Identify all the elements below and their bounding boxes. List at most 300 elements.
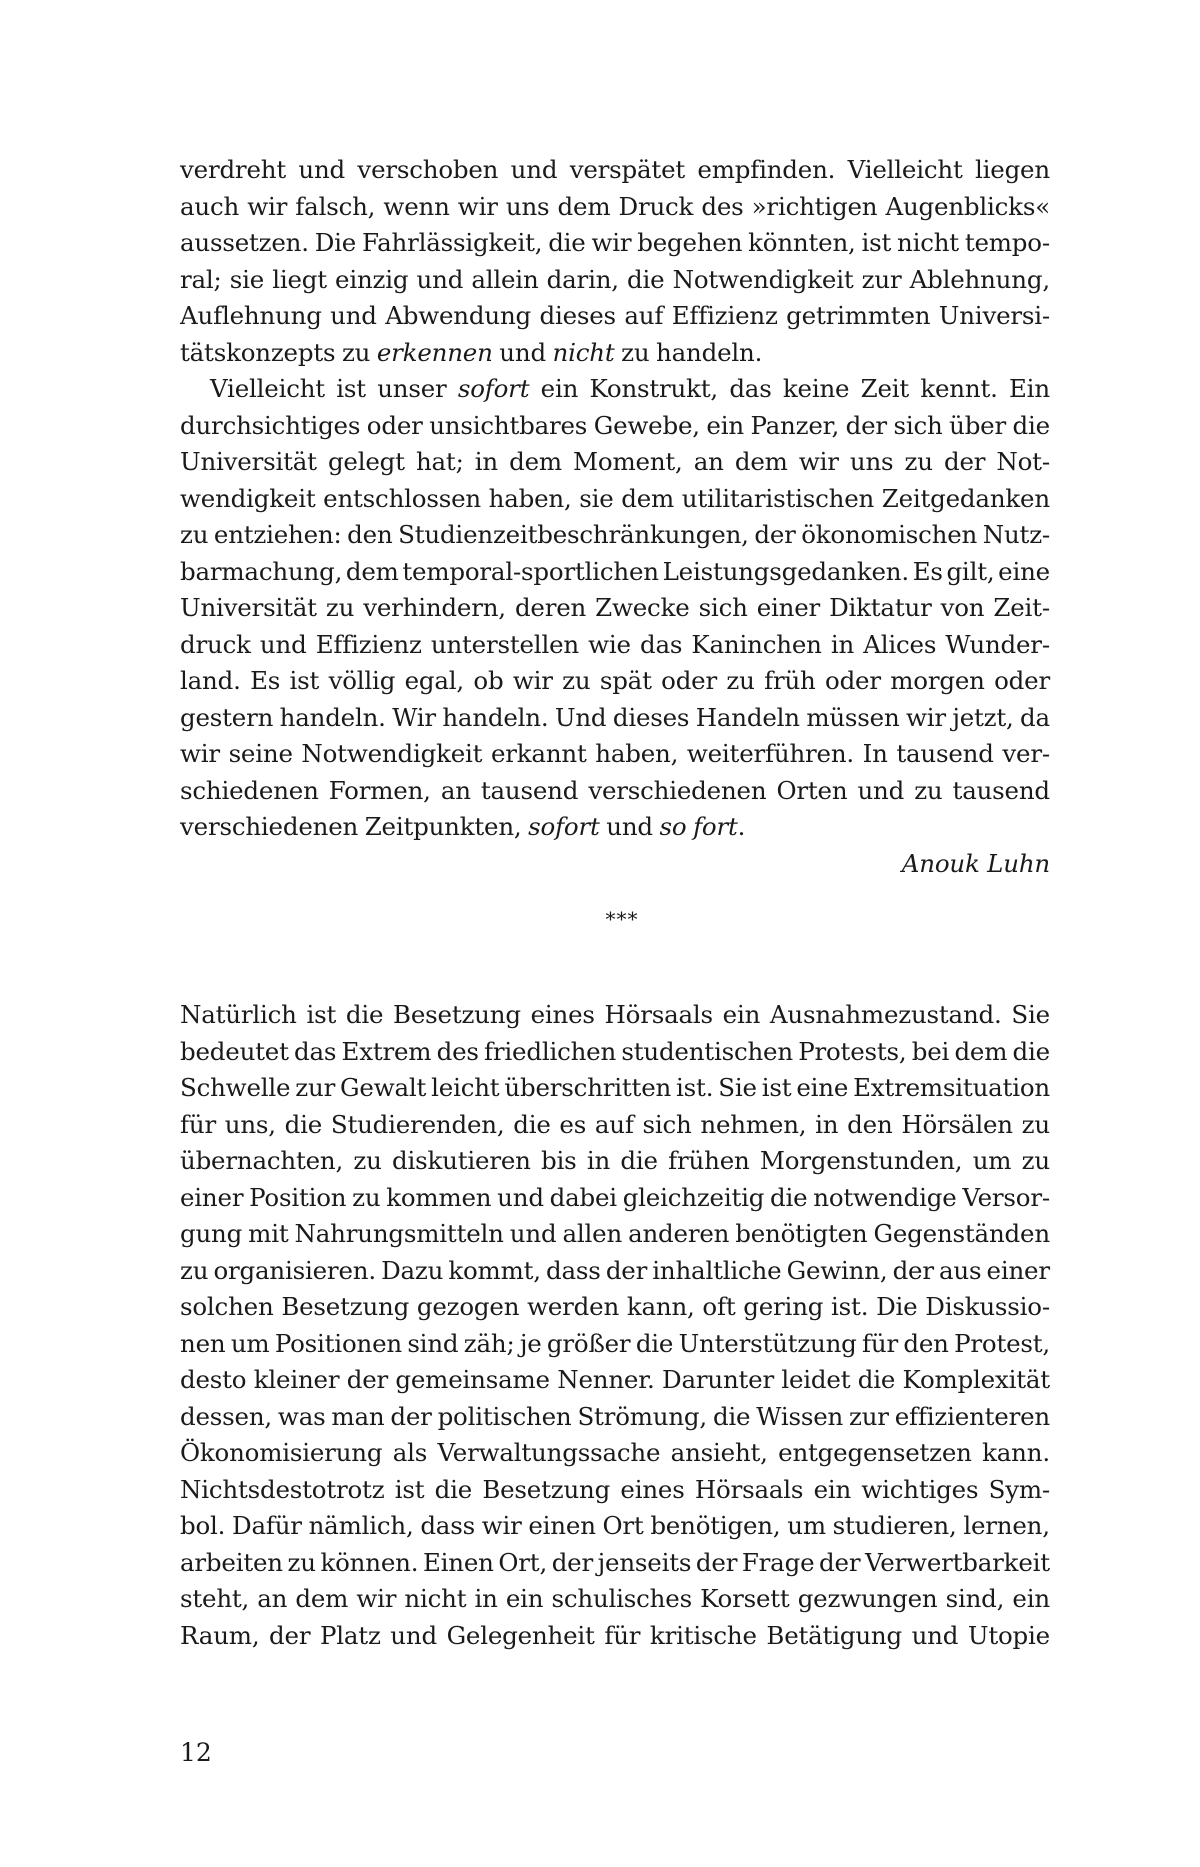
word: für <box>604 1620 641 1650</box>
word: keine <box>782 374 850 403</box>
text-line <box>180 335 1050 372</box>
text-line <box>180 663 1050 700</box>
word: gezwungen <box>797 1584 938 1613</box>
word: zu <box>352 1182 381 1212</box>
word: auch <box>180 191 240 221</box>
text-line <box>180 809 1050 846</box>
word: Besetzung <box>281 1292 410 1321</box>
word: dieses <box>539 301 616 330</box>
word: Fahrlässigkeit, <box>361 228 543 257</box>
word: und <box>390 1620 437 1650</box>
word: frühen <box>668 1146 750 1175</box>
word: in <box>474 1584 498 1613</box>
word: in <box>586 1146 611 1175</box>
word: gelegt <box>327 447 405 476</box>
word: oder <box>994 666 1050 695</box>
word: Gegenständen <box>873 1219 1050 1248</box>
word: ökonomischen <box>801 520 978 549</box>
word: zu <box>1021 1146 1050 1175</box>
word: zu <box>621 337 650 367</box>
text-line <box>180 1070 1050 1107</box>
word: überschritten <box>504 1073 672 1102</box>
word: Morgenstunden, <box>759 1146 963 1175</box>
word: als <box>392 1438 428 1467</box>
word: Es <box>912 556 943 586</box>
word: ein <box>813 1474 852 1504</box>
word: die <box>635 1328 674 1358</box>
word: Gewinn, <box>786 1255 888 1285</box>
word: völlig <box>328 666 396 695</box>
word: Augenblicks« <box>885 191 1050 221</box>
word: haben, <box>595 739 679 768</box>
word: Zeitpunkten, <box>364 812 522 841</box>
word: Utopie <box>967 1620 1050 1650</box>
word: Zwecke <box>595 593 690 622</box>
word: bol. <box>180 1511 226 1540</box>
word: tempo- <box>964 228 1050 257</box>
word: gleichzeitig <box>622 1182 765 1212</box>
word: ist <box>394 1474 425 1504</box>
text-line <box>180 1399 1050 1436</box>
word: zäh; <box>463 1328 515 1358</box>
word: durchsichtiges <box>180 410 361 440</box>
word: für <box>862 1328 898 1358</box>
word: Hörsaals <box>604 1000 713 1029</box>
word: ein <box>540 374 579 403</box>
word: auf <box>624 301 664 330</box>
word: wir <box>481 1511 522 1540</box>
word: um <box>787 1511 826 1540</box>
text-line <box>180 262 1050 299</box>
word: zu <box>180 1255 209 1285</box>
word: die <box>548 228 586 257</box>
word: der <box>605 1255 648 1285</box>
word: Notwendigkeit <box>672 264 854 294</box>
word: verhindern, <box>363 593 506 622</box>
word: arbeiten <box>180 1547 283 1577</box>
word: spät <box>599 666 652 695</box>
essay-section-2 <box>180 997 1050 1654</box>
word: Wunder- <box>945 629 1050 659</box>
word: aussetzen. <box>180 228 309 257</box>
word: wir <box>905 702 946 732</box>
word: den <box>347 520 393 549</box>
word: gilt, <box>946 556 995 586</box>
word: Verwertbarkeit <box>865 1547 1050 1577</box>
word: Protest, <box>954 1328 1050 1358</box>
word: studieren, <box>832 1511 957 1540</box>
word: des <box>436 1036 479 1066</box>
page-content <box>180 152 1050 1654</box>
word: wir <box>512 666 553 695</box>
word: wichtiges <box>861 1474 979 1504</box>
word: verschiedenen <box>180 812 359 841</box>
word: Leistungsgedanken. <box>662 556 909 586</box>
word: unser <box>377 374 447 403</box>
text-line <box>180 1107 1050 1144</box>
word: und <box>499 337 546 367</box>
word: tausend <box>480 775 579 805</box>
word: der <box>390 1401 432 1431</box>
word: Platz <box>319 1620 381 1650</box>
text-line <box>180 700 1050 737</box>
text-line <box>180 189 1050 226</box>
word: dem <box>954 1036 1008 1066</box>
word: früh <box>764 666 816 695</box>
word: sie <box>229 264 265 294</box>
word: ob <box>473 666 504 695</box>
word: eines <box>620 1474 685 1504</box>
word: einer <box>986 1255 1050 1285</box>
word: die <box>434 1474 473 1504</box>
word: liegen <box>975 155 1050 184</box>
word: verdreht <box>180 155 286 184</box>
text-line <box>180 1472 1050 1509</box>
text-line <box>180 1289 1050 1326</box>
word: ist <box>289 666 320 695</box>
text-line <box>180 554 1050 591</box>
word: eine <box>998 556 1050 586</box>
word: Ausnahmezustand. <box>769 1000 1002 1029</box>
word: uns <box>849 447 894 476</box>
word: Studierenden, <box>330 1109 505 1139</box>
word: handeln. <box>656 337 763 367</box>
word: nen <box>180 1328 226 1358</box>
text-line <box>180 1216 1050 1253</box>
word: Vielleicht <box>210 374 325 403</box>
word: der <box>346 1365 389 1394</box>
word: temporal-sportlichen <box>402 556 659 586</box>
word: morgen <box>890 666 985 695</box>
word: Universität <box>180 447 317 476</box>
word: Zeitgedanken <box>881 483 1050 513</box>
word: Sie <box>1011 1000 1050 1029</box>
text-line <box>180 225 1050 262</box>
word: den <box>847 1109 893 1139</box>
word: zu <box>180 520 209 549</box>
word: Gewebe, <box>593 410 700 440</box>
word: Hörsaals <box>694 1474 804 1504</box>
word: Zeit <box>860 374 910 403</box>
word: falsch, <box>295 191 376 221</box>
word: verschoben <box>357 155 499 184</box>
word: dem <box>345 556 399 586</box>
word: kann, <box>626 1292 695 1321</box>
text-line <box>180 1618 1050 1655</box>
word: Nutz- <box>982 520 1050 549</box>
word: einer <box>180 1182 244 1212</box>
word: kann. <box>982 1438 1050 1467</box>
text-line <box>180 408 1050 445</box>
text-line <box>180 1143 1050 1180</box>
word: ansieht, <box>670 1438 768 1467</box>
word: Nichtsdestotrotz <box>180 1474 385 1504</box>
text-line <box>180 371 1050 408</box>
word: dem <box>734 447 788 476</box>
word: den <box>903 1328 949 1358</box>
word: Sym- <box>988 1474 1050 1504</box>
paragraph <box>180 152 1050 371</box>
word: Effizienz <box>315 629 422 659</box>
word: hat; <box>415 447 464 476</box>
word: die <box>1012 410 1050 440</box>
word: schulisches <box>551 1584 692 1613</box>
word: Wissen <box>756 1401 844 1431</box>
word: einzig <box>335 264 409 294</box>
word: eine <box>796 1073 849 1102</box>
word: Dafür <box>232 1511 302 1540</box>
essay-section-1 <box>180 152 1050 846</box>
word: und <box>509 1219 557 1248</box>
word: sofort <box>528 812 600 841</box>
word: benötigten <box>735 1219 868 1248</box>
word: begehen <box>637 228 743 257</box>
word: solchen <box>180 1292 274 1321</box>
word: Einen <box>422 1547 494 1577</box>
word: jenseits <box>597 1547 692 1577</box>
word: aus <box>939 1255 982 1285</box>
word: Strömung, <box>577 1401 708 1431</box>
word: Druck <box>618 191 694 221</box>
word: deren <box>514 593 587 622</box>
word: zu <box>325 593 355 622</box>
word: zu <box>562 666 591 695</box>
word: organisieren. <box>213 1255 376 1285</box>
word: Moment, <box>573 447 683 476</box>
word: wie <box>588 629 631 659</box>
word: tausend <box>952 775 1050 805</box>
word: an <box>440 775 471 805</box>
word: Protests, <box>798 1036 907 1066</box>
word: darin, <box>546 264 619 294</box>
word: Handeln <box>695 702 800 732</box>
word: Nahrungsmitteln <box>294 1219 504 1248</box>
word: desto <box>180 1365 247 1394</box>
word: eines <box>530 1000 595 1029</box>
word: Kaninchen <box>691 629 822 659</box>
text-line <box>180 997 1050 1034</box>
word: Panzer, <box>750 410 840 440</box>
word: friedlichen <box>484 1036 617 1066</box>
word: die <box>345 1000 384 1029</box>
word: uns, <box>224 1109 276 1139</box>
word: ver- <box>1002 739 1050 768</box>
word: Versor- <box>962 1182 1050 1212</box>
word: das <box>294 1036 337 1066</box>
word: wir <box>247 191 288 221</box>
word: ist <box>306 1000 337 1029</box>
word: Universi- <box>938 301 1050 330</box>
word: und <box>911 1620 959 1650</box>
word: anderen <box>628 1219 730 1248</box>
word: die <box>1012 1036 1050 1066</box>
word: Natürlich <box>180 1000 297 1029</box>
word: Ort, <box>498 1547 548 1577</box>
word: handeln. <box>442 702 549 732</box>
word: die <box>620 1146 658 1175</box>
word: die <box>857 1365 896 1394</box>
word: weiterführen. <box>686 739 855 768</box>
word: es <box>559 1109 587 1139</box>
word: erkennen <box>376 337 493 367</box>
word: schiedenen <box>180 775 319 805</box>
word: Nenner. <box>557 1365 655 1394</box>
word: Universität <box>180 593 317 622</box>
word: Gelegenheit <box>446 1620 595 1650</box>
word: und <box>416 264 464 294</box>
word: Ökonomisierung <box>180 1438 383 1467</box>
word: die <box>513 1109 551 1139</box>
word: ist <box>861 228 892 257</box>
word: und <box>606 812 653 841</box>
word: sind <box>407 1328 459 1358</box>
word: leidet <box>781 1365 851 1394</box>
word: uns <box>505 191 550 221</box>
word: studentischen <box>621 1036 793 1066</box>
word: wendigkeit <box>180 483 316 513</box>
word: an <box>693 447 724 476</box>
text-line <box>180 517 1050 554</box>
word: verschiedenen <box>588 775 767 805</box>
word: dem <box>621 483 675 513</box>
word: Besetzung <box>393 1000 521 1029</box>
word: zur <box>861 264 902 294</box>
word: Alices <box>863 629 937 659</box>
word: Raum, <box>180 1620 260 1650</box>
word: Zeit- <box>993 593 1050 622</box>
word: in <box>815 1109 839 1139</box>
word: sind, <box>945 1584 1005 1613</box>
word: Verwaltungssache <box>437 1438 661 1467</box>
word: man <box>331 1401 385 1431</box>
word: ein <box>1012 1584 1050 1613</box>
word: oder <box>366 410 423 440</box>
word: der <box>943 447 986 476</box>
word: zur <box>849 1401 889 1431</box>
text-line <box>180 590 1050 627</box>
word: ral; <box>180 264 222 294</box>
word: tätskonzepts <box>180 337 336 367</box>
word: leicht <box>431 1073 500 1102</box>
word: tausend <box>896 739 994 768</box>
word: Komplexität <box>902 1365 1050 1394</box>
text-line <box>180 773 1050 810</box>
word: Hörsälen <box>901 1109 1013 1139</box>
word: Frage <box>741 1547 815 1577</box>
text-line <box>180 627 1050 664</box>
text-line <box>180 736 1050 773</box>
word: nehmen, <box>700 1109 807 1139</box>
word: wir <box>180 739 220 768</box>
paragraph <box>180 997 1050 1654</box>
word: sich <box>698 593 748 622</box>
text-line <box>180 1180 1050 1217</box>
word: Wir <box>392 702 436 732</box>
word: der <box>551 1547 593 1577</box>
word: um <box>972 1146 1012 1175</box>
word: zur <box>295 1073 336 1102</box>
word: um <box>230 1328 270 1358</box>
word: nicht <box>552 337 615 367</box>
word: dem <box>295 1584 349 1613</box>
paragraph <box>180 371 1050 846</box>
word: wir <box>591 228 632 257</box>
word: können. <box>320 1547 419 1577</box>
word: zu <box>914 775 943 805</box>
text-line <box>180 1435 1050 1472</box>
word: und <box>497 1182 544 1212</box>
word: dass <box>546 1255 601 1285</box>
word: gezogen <box>416 1292 520 1321</box>
text-line <box>180 1508 1050 1545</box>
word: dem <box>509 447 562 476</box>
word: Sie <box>718 1073 757 1102</box>
word: Auflehnung <box>180 301 322 330</box>
word: und <box>298 155 346 184</box>
word: zu <box>1021 1109 1050 1139</box>
word: mit <box>248 1219 289 1248</box>
page-number: 12 <box>180 1738 212 1767</box>
word: ist. <box>676 1073 714 1102</box>
text-line <box>180 444 1050 481</box>
word: barmachung, <box>180 556 343 586</box>
word: sie <box>579 483 614 513</box>
word: Vielleicht <box>847 155 963 184</box>
word: bei <box>911 1036 950 1066</box>
text-line <box>180 1034 1050 1071</box>
word: der <box>754 520 796 549</box>
word: die <box>770 1182 808 1212</box>
word: kommt, <box>448 1255 541 1285</box>
word: unterstellen <box>430 629 579 659</box>
word: seine <box>228 739 293 768</box>
word: Korsett <box>700 1584 790 1613</box>
word: sich <box>893 410 943 440</box>
text-line <box>180 1326 1050 1363</box>
word: in <box>830 629 855 659</box>
word: dessen, <box>180 1401 272 1431</box>
word: wir <box>457 191 498 221</box>
word: Schwelle <box>180 1073 291 1102</box>
word: nicht <box>896 228 959 257</box>
word: Diktatur <box>829 593 932 622</box>
word: dabei <box>549 1182 617 1212</box>
word: wir <box>356 1584 397 1613</box>
word: Darunter <box>662 1365 774 1394</box>
word: utilitaristischen <box>681 483 875 513</box>
word: kommen <box>386 1182 492 1212</box>
word: was <box>277 1401 326 1431</box>
word: In <box>862 739 888 768</box>
word: empfinden. <box>697 155 836 184</box>
word: Besetzung <box>482 1474 611 1504</box>
word: wir <box>798 447 839 476</box>
word: werden <box>527 1292 620 1321</box>
word: Dazu <box>381 1255 444 1285</box>
word: der <box>269 1620 311 1650</box>
word: diskutieren <box>392 1146 531 1175</box>
word: Und <box>554 702 607 732</box>
word: der <box>695 1547 738 1577</box>
word: und <box>510 155 558 184</box>
word: Notwendigkeit <box>301 739 483 768</box>
word: sofort <box>457 374 530 403</box>
word: Effizienz <box>671 301 778 330</box>
word: Ort <box>602 1511 644 1540</box>
word: müssen <box>806 702 900 732</box>
word: der <box>892 1255 934 1285</box>
word: einen <box>528 1511 596 1540</box>
